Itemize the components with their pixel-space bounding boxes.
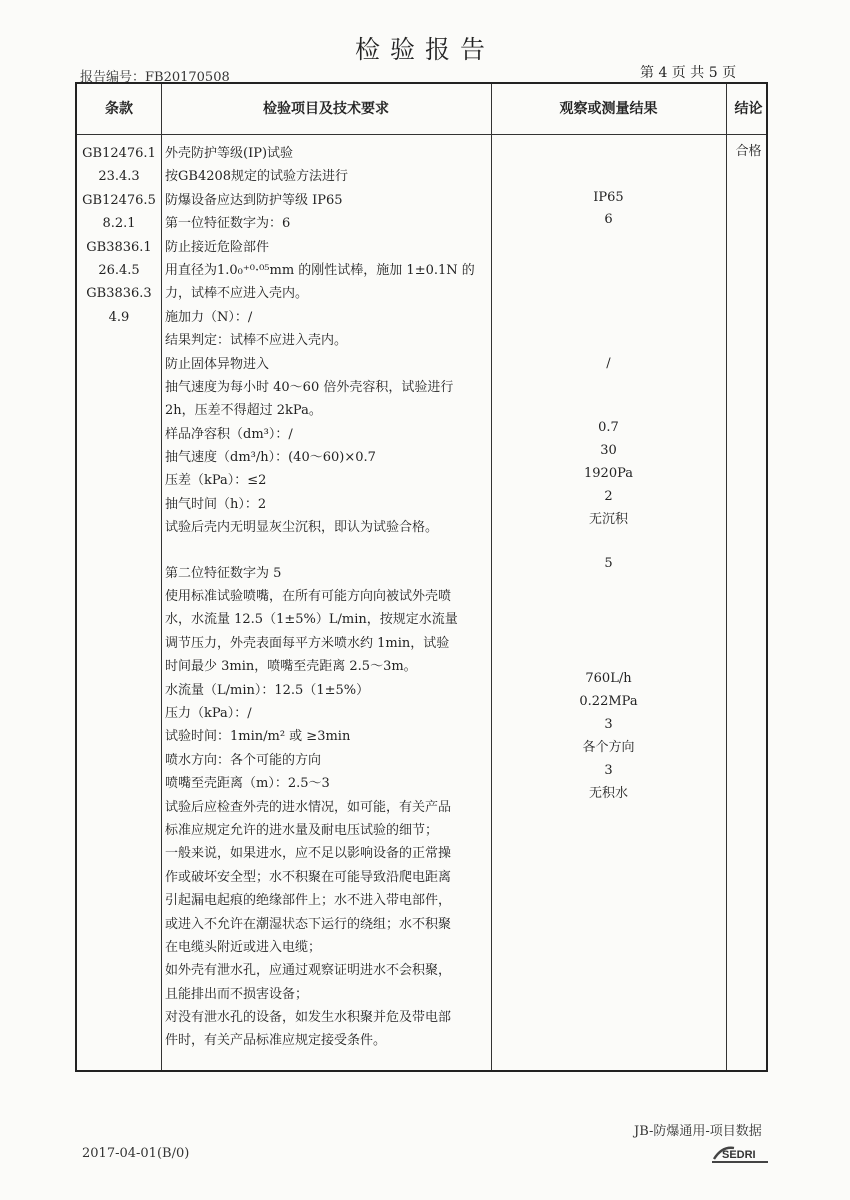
requirement-line: 第一位特征数字为：6 [165,216,291,232]
result-value: 760L/h [585,671,632,686]
requirement-line: 水流量（L/min）：12.5（1±5%） [165,682,370,698]
requirement-line: 压差（kPa）：≤2 [165,473,267,489]
clause-line: GB12476.1 [82,146,156,161]
header-divider [77,134,766,135]
requirement-line: 时间最少 3min，喷嘴至壳距离 2.5～3m。 [165,659,417,675]
requirement-line: 对没有泄水孔的设备，如发生水积聚并危及带电部 [165,1010,452,1026]
requirement-line: 施加力（N）：/ [165,309,253,325]
result-value: 无积水 [588,786,628,801]
form-name: JB-防爆通用-项目数据 [634,1124,762,1139]
requirement-line: 抽气速度为每小时 40～60 倍外壳容积，试验进行 [165,379,454,395]
requirement-line: 防止接近危险部件 [165,239,270,255]
requirement-line: 一般来说，如果进水，应不足以影响设备的正常操 [165,846,452,862]
svg-text:SEDRI: SEDRI [722,1149,756,1161]
requirement-column [161,142,491,1053]
header-conclusion: 结论 [734,101,763,117]
requirement-line: 压力（kPa）：/ [165,705,252,721]
requirement-line: 喷水方向：各个可能的方向 [165,752,322,768]
requirement-line: 结果判定：试棒不应进入壳内。 [165,333,348,349]
requirement-line: 喷嘴至壳距离（m）：2.5～3 [165,776,330,792]
result-value: 3 [604,763,613,778]
requirement-line: 用直径为1.0₀⁺⁰·⁰⁵mm 的刚性试棒，施加 1±0.1N 的 [165,262,475,278]
result-value: 1920Pa [584,466,633,481]
clause-line: 26.4.5 [98,263,140,279]
requirement-line: 第二位特征数字为 5 [165,565,282,581]
result-value: 无沉积 [588,512,628,527]
requirement-line: 抽气速度（dm³/h）：(40～60)×0.7 [165,450,376,466]
requirement-line: 在电缆头附近或进入电缆； [165,939,322,955]
requirement-line: 使用标准试验喷嘴，在所有可能方向向被试外壳喷 [165,589,452,605]
requirement-line: 作或破坏安全型；水不积聚在可能导致沿爬电距离 [165,869,452,885]
requirement-line: 如外壳有泄水孔，应通过观察证明进水不会积聚， [165,963,452,979]
header-clause: 条款 [105,101,133,117]
header-requirement: 检验项目及技术要求 [263,101,389,117]
requirement-line: 水，水流量 12.5（1±5%）L/min，按规定水流量 [165,612,458,628]
requirement-line: 或进入不允许在潮湿状态下运行的绕组；水不积聚 [165,916,452,932]
page-number: 第 4 页 共 5 页 [640,65,737,81]
result-value: 2 [604,489,613,504]
result-value: 5 [604,556,613,571]
clause-line: 23.4.3 [98,169,140,185]
result-value: / [606,356,611,371]
sedri-logo [712,1142,774,1164]
requirement-line: 按GB4208规定的试验方法进行 [165,169,349,185]
inspection-table [75,82,768,1072]
requirement-line: 防爆设备应达到防护等级 IP65 [165,192,343,208]
clause-line: GB3836.3 [86,286,152,302]
column-divider [726,84,727,1070]
requirement-line: 防止固体异物进入 [165,356,270,372]
result-value: 0.7 [598,420,619,435]
result-value: 3 [604,717,613,732]
requirement-line: 外壳防护等级(IP)试验 [165,146,294,161]
result-value: 0.22MPa [579,694,638,709]
result-value: 6 [604,212,613,227]
report-title: 检验报告 [354,35,495,64]
result-value: 各个方向 [582,740,635,755]
date-version: 2017-04-01(B/0) [82,1146,190,1161]
header-result: 观察或测量结果 [559,101,658,117]
requirement-line: 且能排出而不损害设备； [165,986,309,1002]
report-number: 报告编号：FB20170508 [80,70,230,85]
clause-column [77,142,161,329]
clause-line: GB3836.1 [86,239,152,255]
clause-line: GB12476.5 [82,192,156,208]
result-value: IP65 [593,190,624,205]
clause-line: 8.2.1 [102,216,136,232]
requirement-line: 引起漏电起痕的绝缘部件上；水不进入带电部件， [165,893,452,909]
conclusion-value: 合格 [735,144,762,159]
requirement-line: 调节压力，外壳表面每平方米喷水约 1min，试验 [165,635,450,651]
requirement-line: 抽气时间（h）：2 [165,496,267,512]
requirement-line: 件时，有关产品标准应规定接受条件。 [165,1033,387,1049]
requirement-line: 标准应规定允许的进水量及耐电压试验的细节； [165,822,439,838]
requirement-line: 力，试棒不应进入壳内。 [165,286,309,302]
requirement-line: 试验后应检查外壳的进水情况，如可能，有关产品 [165,799,452,815]
column-divider [491,84,492,1070]
requirement-line: 试验后壳内无明显灰尘沉积，即认为试验合格。 [165,520,439,536]
requirement-line: 样品净容积（dm³）：/ [165,426,293,442]
requirement-spacer [161,540,491,562]
requirement-line: 2h，压差不得超过 2kPa。 [165,403,322,419]
result-value: 30 [600,443,617,458]
clause-line: 4.9 [108,309,130,325]
requirement-line: 试验时间：1min/m² 或 ≥3min [165,729,351,745]
